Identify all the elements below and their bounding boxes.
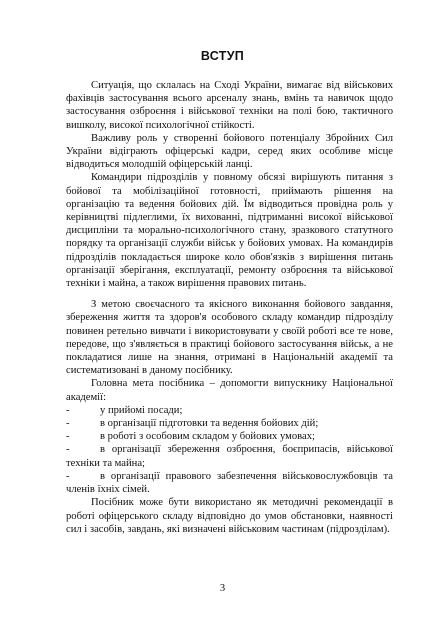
- list-item: [66, 404, 393, 417]
- list-item-text: у прийомі посади;: [100, 404, 183, 416]
- body-text: [66, 79, 393, 536]
- list-marker: -: [66, 470, 70, 482]
- paragraph-situation: Ситуація, що склалась на Сході України, вимагає від військових фахівців застосування всього арсеналу знань, вмінь та навичок щодо застосування озброєння і військової техніки на полі бою, тактичного вишколу, високої психологічної стійкості.: [66, 80, 393, 131]
- list-item: [66, 443, 393, 469]
- paragraph-purpose: З метою своєчасного та якісного виконання бойового завдання, збереження життя та здоров'я особового складу командир підрозділу повинен ретельно вивчати і використовувати у своїй роботі все те нове, передове, що з'являється в практиці бойового застосування військ, а не покладатися лише на знання, отримані в Національній академії та систематизовані в даному посібнику.: [66, 299, 393, 377]
- paragraph-commanders: Командири підрозділів у повному обсязі вирішують питання з бойової та мобілізаційної готовності, приймають рішення на організацію та ведення бойових дій. Їм відводиться провідна роль у керівництві підлеглими, їх вихованні, підтриманні високої військової дисципліни та морально-психологічного стану, зразкового статутного порядку та організації служби військ у бойових умовах. На командирів підрозділів покладається широке коло обов'язків з вирішення питань організації зберігання, експлуатації, ремонту озброєння та військової техніки і майна, а також вирішення правових питань.: [66, 172, 393, 290]
- list-marker: -: [66, 404, 70, 416]
- list-marker: -: [66, 418, 70, 430]
- list-marker: -: [66, 444, 70, 456]
- paragraph-main-goal: Головна мета посібника – допомогти випускнику Національної академії:: [66, 378, 393, 403]
- list-item-text: в організації правового забезпечення військовослужбовців та членів їхніх сімей.: [66, 470, 393, 496]
- list-item-text: в організації збереження озброєння, боєприпасів, військової техніки та майна;: [66, 444, 393, 469]
- list-item-text: в роботі з особовим складом у бойових умовах;: [100, 431, 315, 443]
- page-title: ВСТУП: [200, 49, 245, 63]
- list-marker: -: [66, 431, 70, 443]
- page-number: 3: [219, 583, 226, 594]
- paragraph-officer-role: Важливу роль у створенні бойового потенціалу Збройних Сил України відіграють офіцерські кадри, серед яких особливе місце відводиться молодшій офіцерській ланці.: [66, 132, 393, 171]
- list-item: [66, 417, 393, 430]
- paragraph-gap: [66, 290, 393, 298]
- list-item-text: в організації підготовки та ведення бойових дій;: [100, 418, 319, 430]
- list-item: [66, 430, 393, 443]
- paragraph-closing: Посібник може бути використано як методичні рекомендації в роботі офіцерського складу відповідно до умов обстановки, наявності сил і засобів, завдань, які визначені військовим частинам (підрозділам).: [66, 497, 393, 535]
- list-item: [66, 470, 393, 496]
